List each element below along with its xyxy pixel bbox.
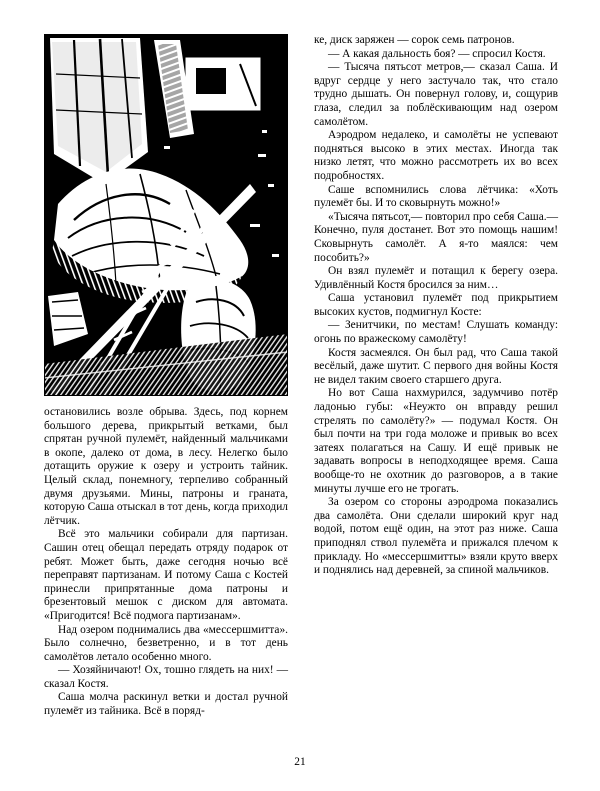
- right-column: [314, 34, 558, 719]
- paragraph: За озером со стороны аэродрома показались два самолёта. Они сделали широкий круг над водой, потом ещё один, на этот раз ниже. Саша приподнял ствол пулемёта и прижался плечом к прикладу. Но «мессершмитты» взяли круто вверх и поднялись над деревней, за спиной мальчиков.: [314, 496, 558, 577]
- paragraph: ке, диск заряжен — сорок семь патронов.: [314, 34, 515, 46]
- paragraph: Саше вспомнились слова лётчика: «Хоть пулемёт бы. И то сковырнуть можно!»: [314, 183, 558, 210]
- paragraph: Саша установил пулемёт под прикрытием высоких кустов, подмигнул Косте:: [314, 292, 558, 318]
- paragraph: Всё это мальчики собирали для партизан. Сашин отец обещал передать отряду подарок от ребят. Может быть, даже сегодня ночью всё переправят партизанам. И потому Саша с Костей принесли припрятанные дома патроны и брезентовый мешок с диском для автомата. «Пригодится! Всё подмога партизанам».: [44, 528, 288, 622]
- paragraph: — Хозяйничают! Ох, тошно глядеть на них! — сказал Костя.: [44, 664, 288, 690]
- paragraph: — А какая дальность боя? — спросил Костя.: [328, 47, 546, 60]
- paragraph: Над озером поднимались два «мессершмитта». Было солнечно, безветренно, и в тот день самолётов летало особенно много.: [44, 623, 288, 663]
- page-number: 21: [294, 756, 306, 768]
- book-illustration: [44, 34, 288, 396]
- paragraph: Но вот Саша нахмурился, задумчиво потёр ладонью губы: «Неужто он вправду решил стрелять по самолёту?» — подумал Костя. Он был почти на три года моложе и привык во всех затеях полагаться на Сашу. И ещё привык не задавать вопросы в неподходящее время. Саша вообще-то не охотник до разговоров, а в такие минуты лучше его не трогать.: [314, 387, 558, 495]
- paragraph: «Тысяча пятьсот,— повторил про себя Саша.— Конечно, пуля достанет. Вот это помощь нашим! Сковырнуть самолёт. А я-то маялся: чем пособить?»: [314, 210, 558, 264]
- two-column-body: [44, 34, 558, 719]
- paragraph: Аэродром недалеко, и самолёты не успевают подняться высоко в этих местах. Иногда так низко летят, что можно рассмотреть их во всех подробностях.: [314, 129, 558, 182]
- paragraph: Он взял пулемёт и потащил к берегу озера. Удивлённый Костя бросился за ним…: [314, 265, 558, 291]
- paragraph: остановились возле обрыва. Здесь, под корнем большого дерева, прикрытый ветками, был спрятан ручной пулемёт, найденный мальчиками в окопе, далеко от дома, в лесу. Нелегко было дотащить оружие к озеру и устроить тайник. Целый склад, понемногу, терпеливо собранный двумя друзьями. Мины, патроны и граната, которую Саша отыскал в тот день, когда приходил лётчик.: [44, 406, 288, 527]
- paragraph: — Тысяча пятьсот метров,— сказал Саша. И вдруг сердце у него застучало так, что стало трудно дышать. Он повернул голову, и, сощурив глаза, следил за поблёскивающим над озером самолётом.: [314, 61, 558, 128]
- left-column: [44, 34, 288, 719]
- paragraph: Саша молча раскинул ветки и достал ручной пулемёт из тайника. Всё в поряд-: [44, 691, 288, 718]
- paragraph: Костя засмеялся. Он был рад, что Саша такой весёлый, даже шутит. С первого дня войны Костя не видел таким своего старшего друга.: [314, 346, 558, 386]
- paragraph: — Зенитчики, по местам! Слушать команду: огонь по вражескому самолёту!: [314, 319, 558, 346]
